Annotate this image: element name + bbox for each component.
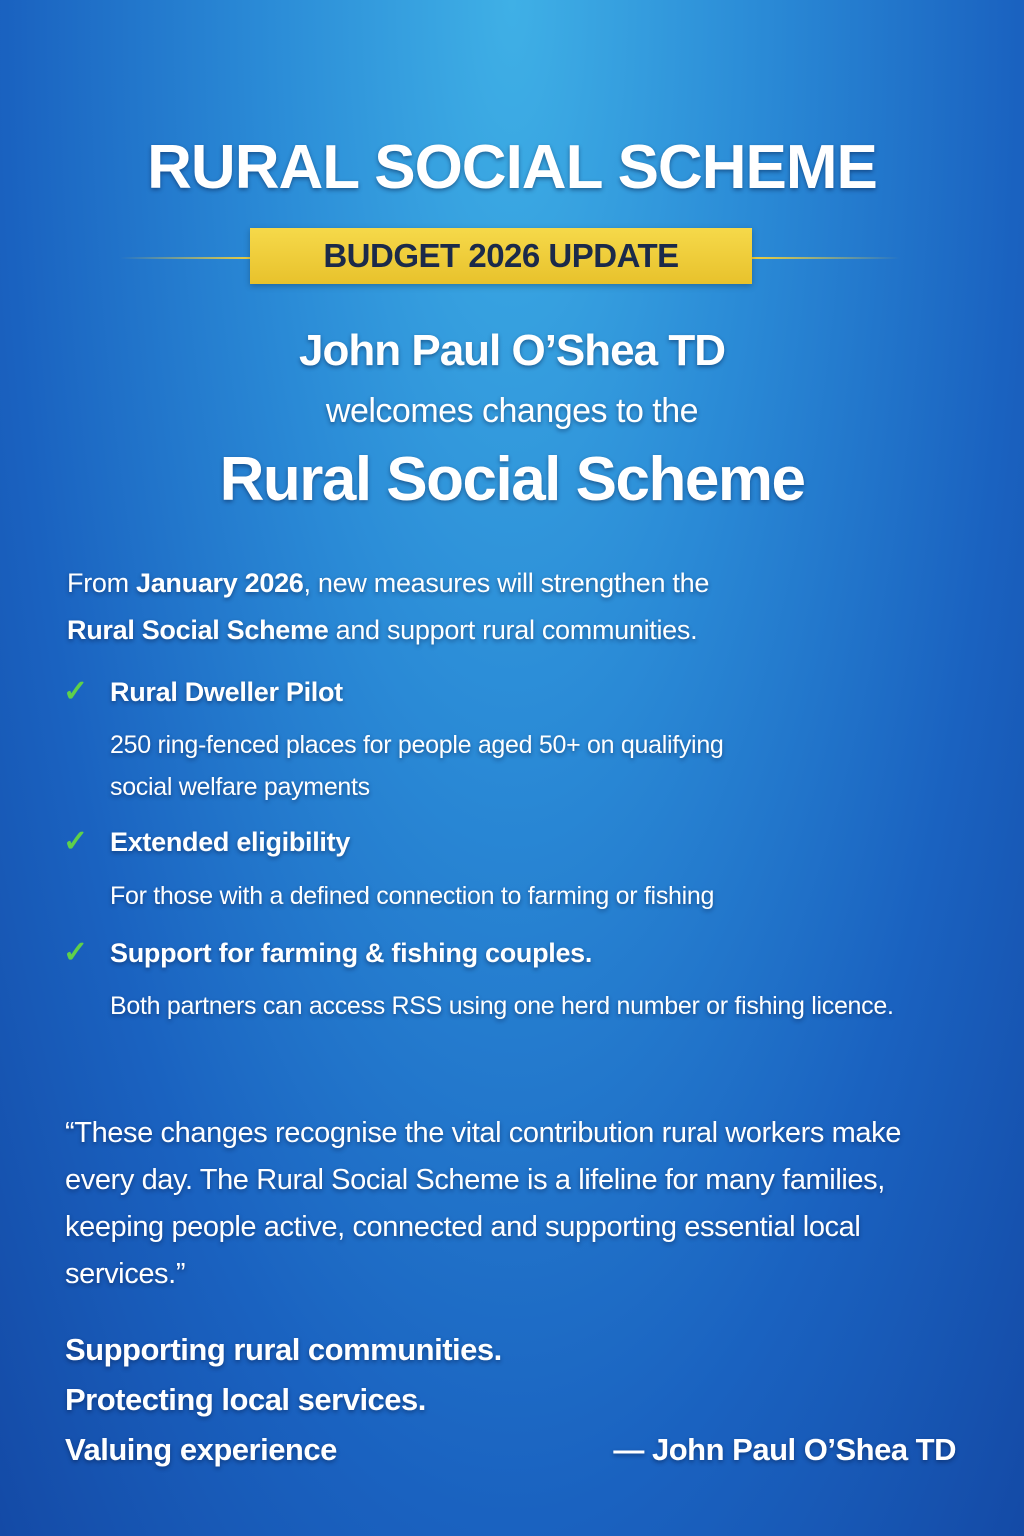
signature: — John Paul O’Shea TD	[613, 1432, 956, 1467]
welcomes-line: welcomes changes to the	[325, 392, 699, 430]
check-icon: ✓	[63, 825, 89, 858]
bullet-heading: Extended eligibility	[110, 827, 351, 857]
bullet-detail: Both partners can access RSS using one herd number or fishing licence.	[110, 992, 894, 1020]
check-icon: ✓	[63, 936, 89, 969]
closing-line: Supporting rural communities.	[65, 1332, 502, 1367]
bullet-detail: For those with a defined connection to farming or fishing	[110, 882, 715, 910]
intro-text: , new measures will strengthen the	[303, 568, 710, 598]
scheme-heading: Rural Social Scheme	[219, 445, 805, 514]
td-name: John Paul O’Shea TD	[299, 326, 725, 375]
closing-line: Protecting local services.	[65, 1382, 426, 1417]
closing-line: Valuing experience	[65, 1432, 337, 1467]
budget-banner	[250, 228, 752, 284]
intro-text: From	[67, 568, 136, 598]
quote-text: “These changes recognise the vital contribution rural workers make every day. The Rural Social Scheme is a lifeline for many families, keeping people active, connected and supporting essential local services.”	[65, 1117, 901, 1290]
bullet-heading: Rural Dweller Pilot	[110, 677, 343, 707]
poster-title: RURAL SOCIAL SCHEME	[147, 133, 877, 202]
check-icon: ✓	[63, 675, 89, 708]
banner-rule-right	[750, 257, 900, 259]
bullet-heading: Support for farming & fishing couples.	[110, 938, 593, 968]
budget-banner-label: BUDGET 2026 UPDATE	[323, 237, 679, 274]
intro-text: and support rural communities.	[328, 615, 698, 645]
intro-scheme: Rural Social Scheme	[67, 615, 329, 645]
bullet-detail: 250 ring-fenced places for people aged 50+ on qualifying social welfare payments	[110, 731, 724, 801]
banner-rule-left	[120, 257, 255, 259]
intro-date: January 2026	[136, 568, 304, 598]
intro-paragraph	[67, 560, 967, 654]
